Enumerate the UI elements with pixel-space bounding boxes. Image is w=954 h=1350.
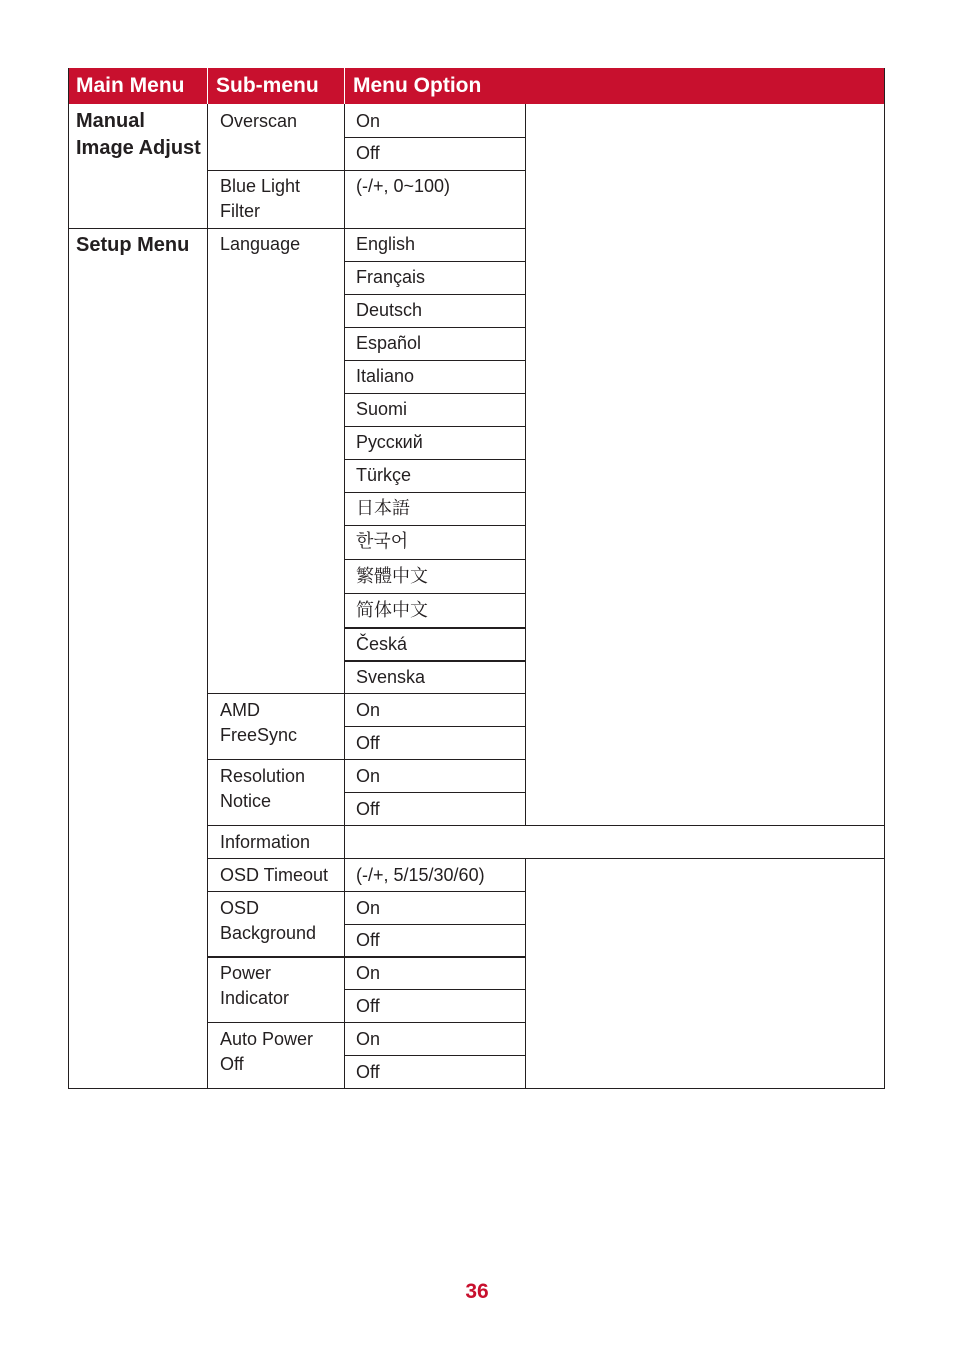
option-cell: Français bbox=[356, 267, 426, 287]
sub-menu-label: Filter bbox=[220, 201, 260, 221]
sub-menu-cell bbox=[220, 109, 297, 134]
sub-menu-cell bbox=[220, 1027, 313, 1077]
sub-menu-label: Blue Light bbox=[220, 176, 301, 196]
sub-menu-label: Information bbox=[220, 832, 311, 852]
sub-menu-label: Notice bbox=[220, 791, 272, 811]
row-rule bbox=[208, 956, 526, 958]
sub-menu-cell bbox=[220, 232, 300, 257]
header-main-menu: Main Menu bbox=[76, 74, 185, 97]
option-cell: Svenska bbox=[356, 667, 426, 687]
sub-menu-label: Background bbox=[220, 923, 317, 943]
option-cell: Suomi bbox=[356, 399, 408, 419]
column-rule bbox=[207, 104, 208, 1089]
option-cell: Off bbox=[356, 799, 380, 819]
main-menu-label: Image Adjust bbox=[76, 137, 201, 159]
column-rule bbox=[344, 104, 345, 1089]
option-cell: Italiano bbox=[356, 366, 415, 386]
sub-menu-cell bbox=[220, 830, 310, 855]
table-border bbox=[884, 68, 885, 1089]
row-rule bbox=[345, 393, 526, 394]
table-border bbox=[68, 1088, 885, 1089]
option-cell: 日本語 bbox=[356, 498, 410, 519]
option-cell: (-/+, 0~100) bbox=[356, 176, 451, 196]
row-rule bbox=[208, 858, 885, 859]
option-cell: Español bbox=[356, 333, 422, 353]
option-cell: Off bbox=[356, 930, 380, 950]
sub-menu-label: Resolution bbox=[220, 766, 306, 786]
option-cell: On bbox=[356, 766, 381, 786]
row-rule bbox=[345, 559, 526, 560]
sub-menu-cell bbox=[220, 896, 316, 946]
row-rule bbox=[345, 492, 526, 493]
row-rule bbox=[345, 989, 526, 990]
option-cell: Off bbox=[356, 996, 380, 1016]
option-cell: Česká bbox=[356, 634, 408, 654]
row-rule bbox=[208, 693, 526, 694]
table-border bbox=[68, 68, 69, 1089]
sub-menu-label: FreeSync bbox=[220, 725, 298, 745]
row-rule bbox=[208, 891, 526, 892]
option-cell: On bbox=[356, 700, 381, 720]
sub-menu-label: Language bbox=[220, 234, 301, 254]
sub-menu-cell bbox=[220, 863, 328, 888]
option-cell: (-/+, 5/15/30/60) bbox=[356, 865, 485, 885]
option-cell: On bbox=[356, 111, 381, 131]
row-rule bbox=[345, 792, 526, 793]
option-cell: Off bbox=[356, 1062, 380, 1082]
main-menu-label: Setup Menu bbox=[76, 234, 190, 256]
sub-menu-label: OSD bbox=[220, 898, 260, 918]
row-rule bbox=[208, 759, 526, 760]
row-rule bbox=[345, 593, 526, 594]
sub-menu-label: Power bbox=[220, 963, 272, 983]
page-number: 36 bbox=[465, 1280, 489, 1303]
row-rule bbox=[345, 360, 526, 361]
row-rule bbox=[345, 627, 526, 629]
row-rule bbox=[345, 327, 526, 328]
option-cell: Off bbox=[356, 733, 380, 753]
row-rule bbox=[345, 660, 526, 662]
option-cell: 한국어 bbox=[356, 531, 409, 552]
option-cell: English bbox=[356, 234, 416, 254]
main-menu-label: Manual bbox=[76, 110, 145, 132]
sub-menu-label: Off bbox=[220, 1054, 244, 1074]
row-rule bbox=[208, 825, 885, 826]
sub-menu-label: AMD bbox=[220, 700, 260, 720]
sub-menu-label: Auto Power bbox=[220, 1029, 314, 1049]
row-rule bbox=[345, 426, 526, 427]
row-rule bbox=[345, 294, 526, 295]
option-cell: On bbox=[356, 963, 381, 983]
column-rule bbox=[525, 104, 526, 826]
row-rule bbox=[68, 228, 526, 229]
option-cell: Türkçe bbox=[356, 465, 412, 485]
header-cell-menu-option bbox=[345, 68, 885, 104]
header-cell-sub-menu bbox=[208, 68, 345, 104]
sub-menu-cell bbox=[220, 961, 289, 1011]
main-menu-cell bbox=[76, 232, 189, 259]
header-divider bbox=[207, 68, 208, 104]
row-rule bbox=[345, 1055, 526, 1056]
sub-menu-cell bbox=[220, 698, 297, 748]
row-rule bbox=[345, 137, 526, 138]
header-menu-option: Menu Option bbox=[353, 74, 482, 97]
option-cell: Русский bbox=[356, 432, 423, 452]
menu-table bbox=[68, 68, 885, 1089]
main-menu-cell bbox=[76, 108, 201, 162]
sub-menu-label: Indicator bbox=[220, 988, 290, 1008]
option-cell: 繁體中文 bbox=[356, 566, 428, 587]
option-cell: On bbox=[356, 1029, 381, 1049]
sub-menu-cell bbox=[220, 174, 300, 224]
option-cell: Off bbox=[356, 143, 380, 163]
option-cell: Deutsch bbox=[356, 300, 423, 320]
header-cell-main-menu bbox=[68, 68, 208, 104]
row-rule bbox=[345, 525, 526, 526]
row-rule bbox=[345, 726, 526, 727]
header-sub-menu: Sub-menu bbox=[216, 74, 319, 97]
row-rule bbox=[208, 1022, 526, 1023]
sub-menu-cell bbox=[220, 764, 305, 814]
option-cell: 简体中文 bbox=[356, 600, 428, 621]
sub-menu-label: OSD Timeout bbox=[220, 865, 329, 885]
row-rule bbox=[345, 459, 526, 460]
row-rule bbox=[208, 170, 526, 171]
row-rule bbox=[345, 261, 526, 262]
sub-menu-label: Overscan bbox=[220, 111, 298, 131]
row-rule bbox=[345, 924, 526, 925]
header-divider bbox=[344, 68, 345, 104]
option-cell: On bbox=[356, 898, 381, 918]
